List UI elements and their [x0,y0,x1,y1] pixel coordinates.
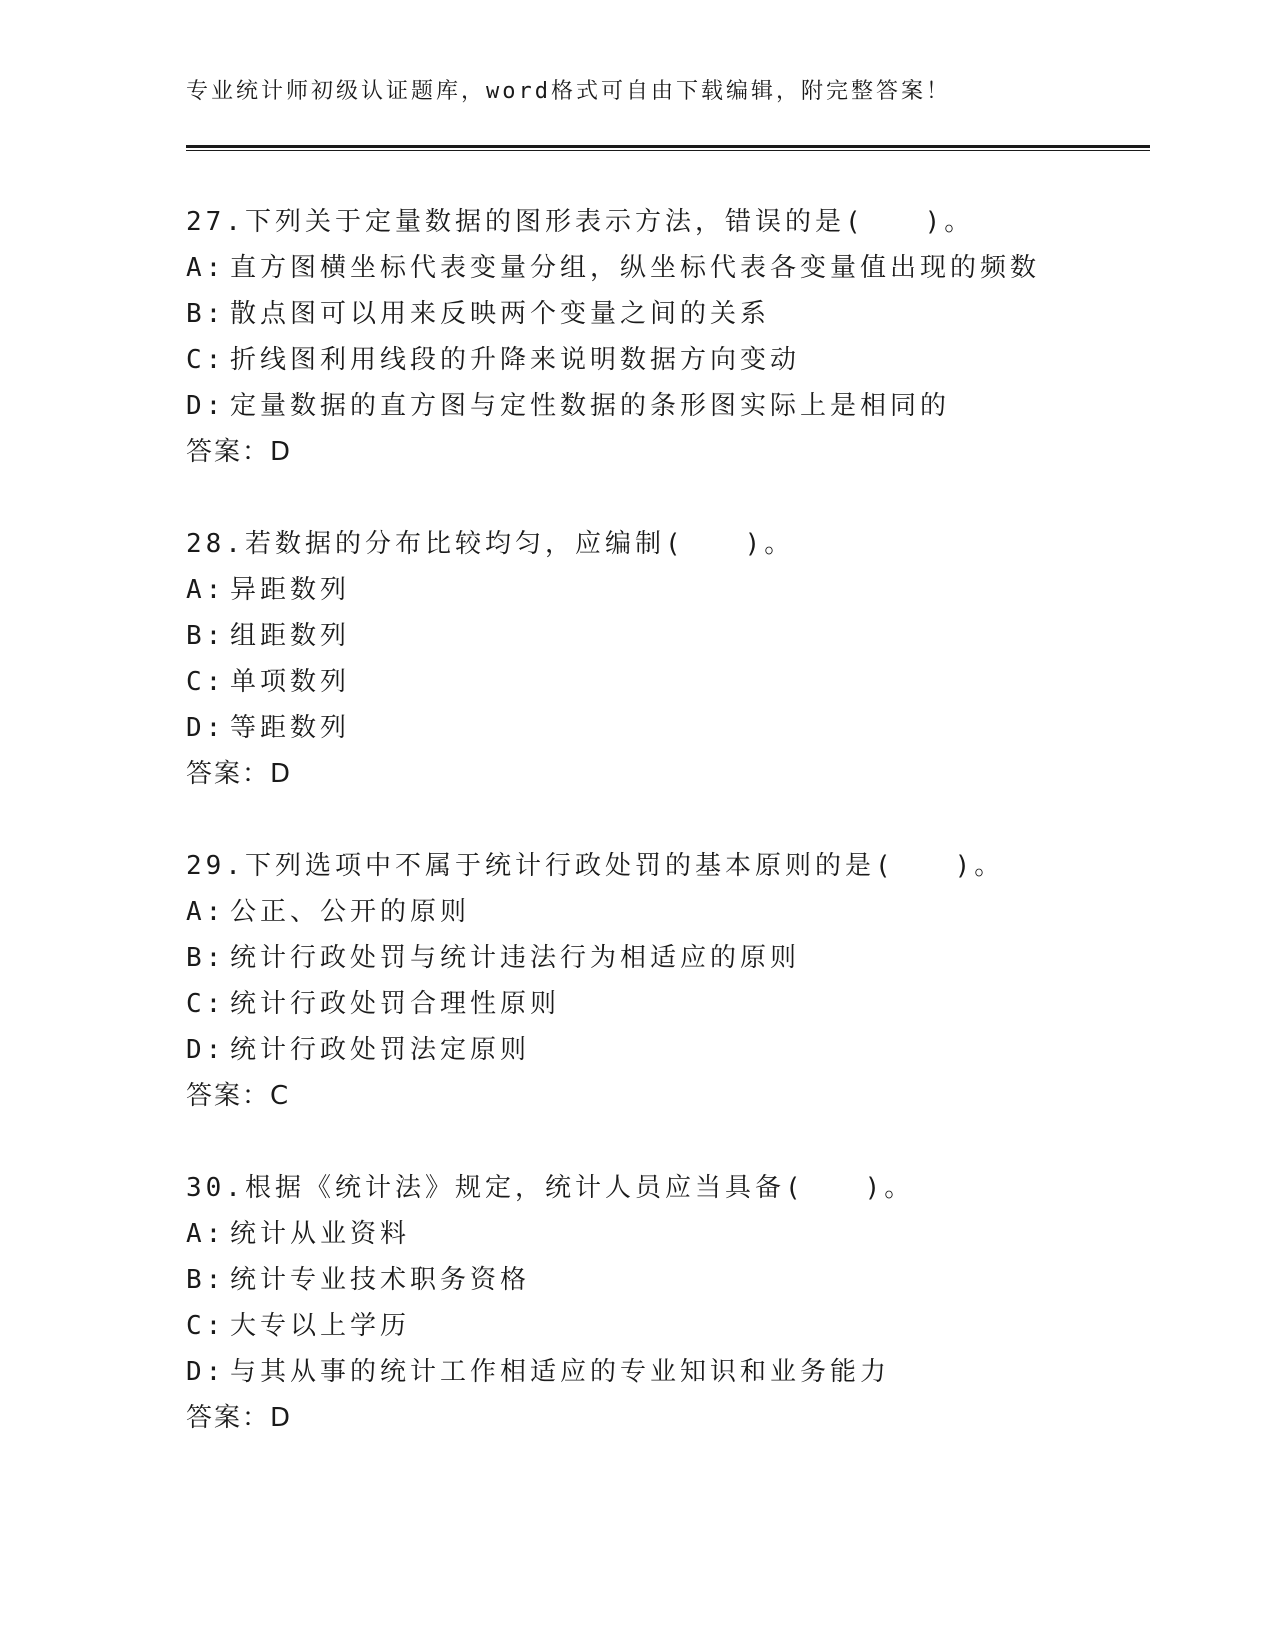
option-text: 统计行政处罚与统计违法行为相适应的原则 [230,943,801,973]
option-key: C: [186,989,226,1019]
question-stem: 30.根据《统计法》规定，统计人员应当具备( )。 [186,1173,915,1203]
option-key: B: [186,299,226,329]
option-text: 等距数列 [230,713,351,743]
header-divider-thin [186,150,1150,151]
option-text: 大专以上学历 [230,1311,411,1341]
document-header: 专业统计师初级认证题库，word格式可自由下载编辑，附完整答案！ [186,79,951,104]
option-c [186,659,1186,705]
answer: 答案：D [186,759,293,789]
option-c [186,981,1186,1027]
option-key: C: [186,345,226,375]
option-key: A: [186,897,226,927]
question-27 [186,199,1186,475]
answer: 答案：C [186,1081,291,1111]
option-text: 定量数据的直方图与定性数据的条形图实际上是相同的 [230,391,951,421]
question-28 [186,521,1186,797]
answer: 答案：D [186,1403,293,1433]
option-a [186,245,1186,291]
option-key: D: [186,391,226,421]
option-c [186,337,1186,383]
option-text: 折线图利用线段的升降来说明数据方向变动 [230,345,801,375]
option-a [186,567,1186,613]
option-key: D: [186,713,226,743]
option-key: D: [186,1357,226,1387]
header-divider-thick [186,145,1150,148]
question-stem: 29.下列选项中不属于统计行政处罚的基本原则的是( )。 [186,851,1005,881]
option-a [186,1211,1186,1257]
option-key: D: [186,1035,226,1065]
option-text: 散点图可以用来反映两个变量之间的关系 [230,299,771,329]
option-text: 统计行政处罚合理性原则 [230,989,561,1019]
option-key: B: [186,1265,226,1295]
option-text: 异距数列 [230,575,351,605]
option-b [186,1257,1186,1303]
option-text: 统计专业技术职务资格 [230,1265,531,1295]
option-text: 统计行政处罚法定原则 [230,1035,531,1065]
option-text: 组距数列 [230,621,351,651]
option-text: 与其从事的统计工作相适应的专业知识和业务能力 [230,1357,891,1387]
option-key: B: [186,621,226,651]
option-a [186,889,1186,935]
option-c [186,1303,1186,1349]
option-text: 直方图横坐标代表变量分组，纵坐标代表各变量值出现的频数 [230,253,1041,283]
question-29 [186,843,1186,1119]
answer: 答案：D [186,437,293,467]
option-b [186,613,1186,659]
option-key: C: [186,1311,226,1341]
option-key: A: [186,253,226,283]
option-key: C: [186,667,226,697]
option-d [186,383,1186,429]
option-key: A: [186,1219,226,1249]
option-text: 公正、公开的原则 [230,897,471,927]
option-d [186,1349,1186,1395]
option-key: B: [186,943,226,973]
option-text: 统计从业资料 [230,1219,411,1249]
question-stem: 28.若数据的分布比较均匀，应编制( )。 [186,529,795,559]
option-d [186,705,1186,751]
option-b [186,935,1186,981]
option-b [186,291,1186,337]
question-stem: 27.下列关于定量数据的图形表示方法，错误的是( )。 [186,207,975,237]
option-text: 单项数列 [230,667,351,697]
option-d [186,1027,1186,1073]
question-30 [186,1165,1186,1441]
option-key: A: [186,575,226,605]
